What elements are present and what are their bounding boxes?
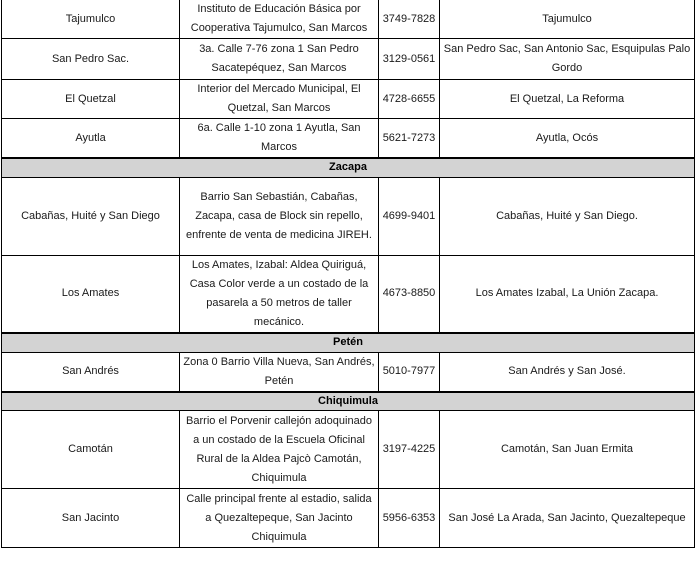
section-title: Zacapa (2, 158, 695, 177)
coverage-cell: El Quetzal, La Reforma (440, 80, 695, 119)
section-title: Chiquimula (2, 392, 695, 411)
section-header-row (2, 158, 695, 177)
coverage-cell: San Pedro Sac, San Antonio Sac, Esquipulas Palo Gordo (440, 39, 695, 80)
address-cell: Calle principal frente al estadio, salida a Quezaltepeque, San Jacinto Chiquimula (180, 489, 379, 548)
table-row (2, 489, 695, 548)
section-header-row (2, 333, 695, 352)
address-cell: Los Amates, Izabal: Aldea Quiriguá, Casa Color verde a un costado de la pasarela a 50 metros de taller mecánico. (180, 255, 379, 333)
address-cell: Barrio el Porvenir callejón adoquinado a un costado de la Escuela Oficinal Rural de la Aldea Pajcò Camotán, Chiquimula (180, 411, 379, 489)
coverage-cell: Ayutla, Ocós (440, 119, 695, 159)
table-row (2, 0, 695, 39)
table-row (2, 39, 695, 80)
offices-table-body (2, 0, 695, 548)
coverage-cell: San José La Arada, San Jacinto, Quezaltepeque (440, 489, 695, 548)
address-cell: Zona 0 Barrio Villa Nueva, San Andrés, Petén (180, 352, 379, 392)
address-cell: 6a. Calle 1-10 zona 1 Ayutla, San Marcos (180, 119, 379, 159)
coverage-cell: Camotán, San Juan Ermita (440, 411, 695, 489)
table-row (2, 177, 695, 255)
office-name-cell: El Quetzal (2, 80, 180, 119)
office-name-cell: Tajumulco (2, 0, 180, 39)
phone-cell: 4728-6655 (379, 80, 440, 119)
address-cell: Interior del Mercado Municipal, El Quetzal, San Marcos (180, 80, 379, 119)
phone-cell: 3749-7828 (379, 0, 440, 39)
phone-cell: 3129-0561 (379, 39, 440, 80)
table-row (2, 411, 695, 489)
coverage-cell: Cabañas, Huité y San Diego. (440, 177, 695, 255)
coverage-cell: Tajumulco (440, 0, 695, 39)
table-row (2, 80, 695, 119)
office-name-cell: Camotán (2, 411, 180, 489)
phone-cell: 5010-7977 (379, 352, 440, 392)
office-name-cell: San Jacinto (2, 489, 180, 548)
address-cell: Barrio San Sebastián, Cabañas, Zacapa, casa de Block sin repello, enfrente de venta de medicina JIREH. (180, 177, 379, 255)
address-cell: Instituto de Educación Básica por Cooperativa Tajumulco, San Marcos (180, 0, 379, 39)
address-cell: 3a. Calle 7-76 zona 1 San Pedro Sacatepéquez, San Marcos (180, 39, 379, 80)
section-header-row (2, 392, 695, 411)
offices-table (1, 0, 695, 548)
phone-cell: 4699-9401 (379, 177, 440, 255)
phone-cell: 3197-4225 (379, 411, 440, 489)
phone-cell: 5621-7273 (379, 119, 440, 159)
table-row (2, 119, 695, 159)
office-name-cell: Ayutla (2, 119, 180, 159)
phone-cell: 4673-8850 (379, 255, 440, 333)
coverage-cell: Los Amates Izabal, La Unión Zacapa. (440, 255, 695, 333)
table-row (2, 352, 695, 392)
section-title: Petén (2, 333, 695, 352)
coverage-cell: San Andrés y San José. (440, 352, 695, 392)
table-row (2, 255, 695, 333)
office-name-cell: San Pedro Sac. (2, 39, 180, 80)
office-name-cell: Los Amates (2, 255, 180, 333)
office-name-cell: Cabañas, Huité y San Diego (2, 177, 180, 255)
office-name-cell: San Andrés (2, 352, 180, 392)
phone-cell: 5956-6353 (379, 489, 440, 548)
